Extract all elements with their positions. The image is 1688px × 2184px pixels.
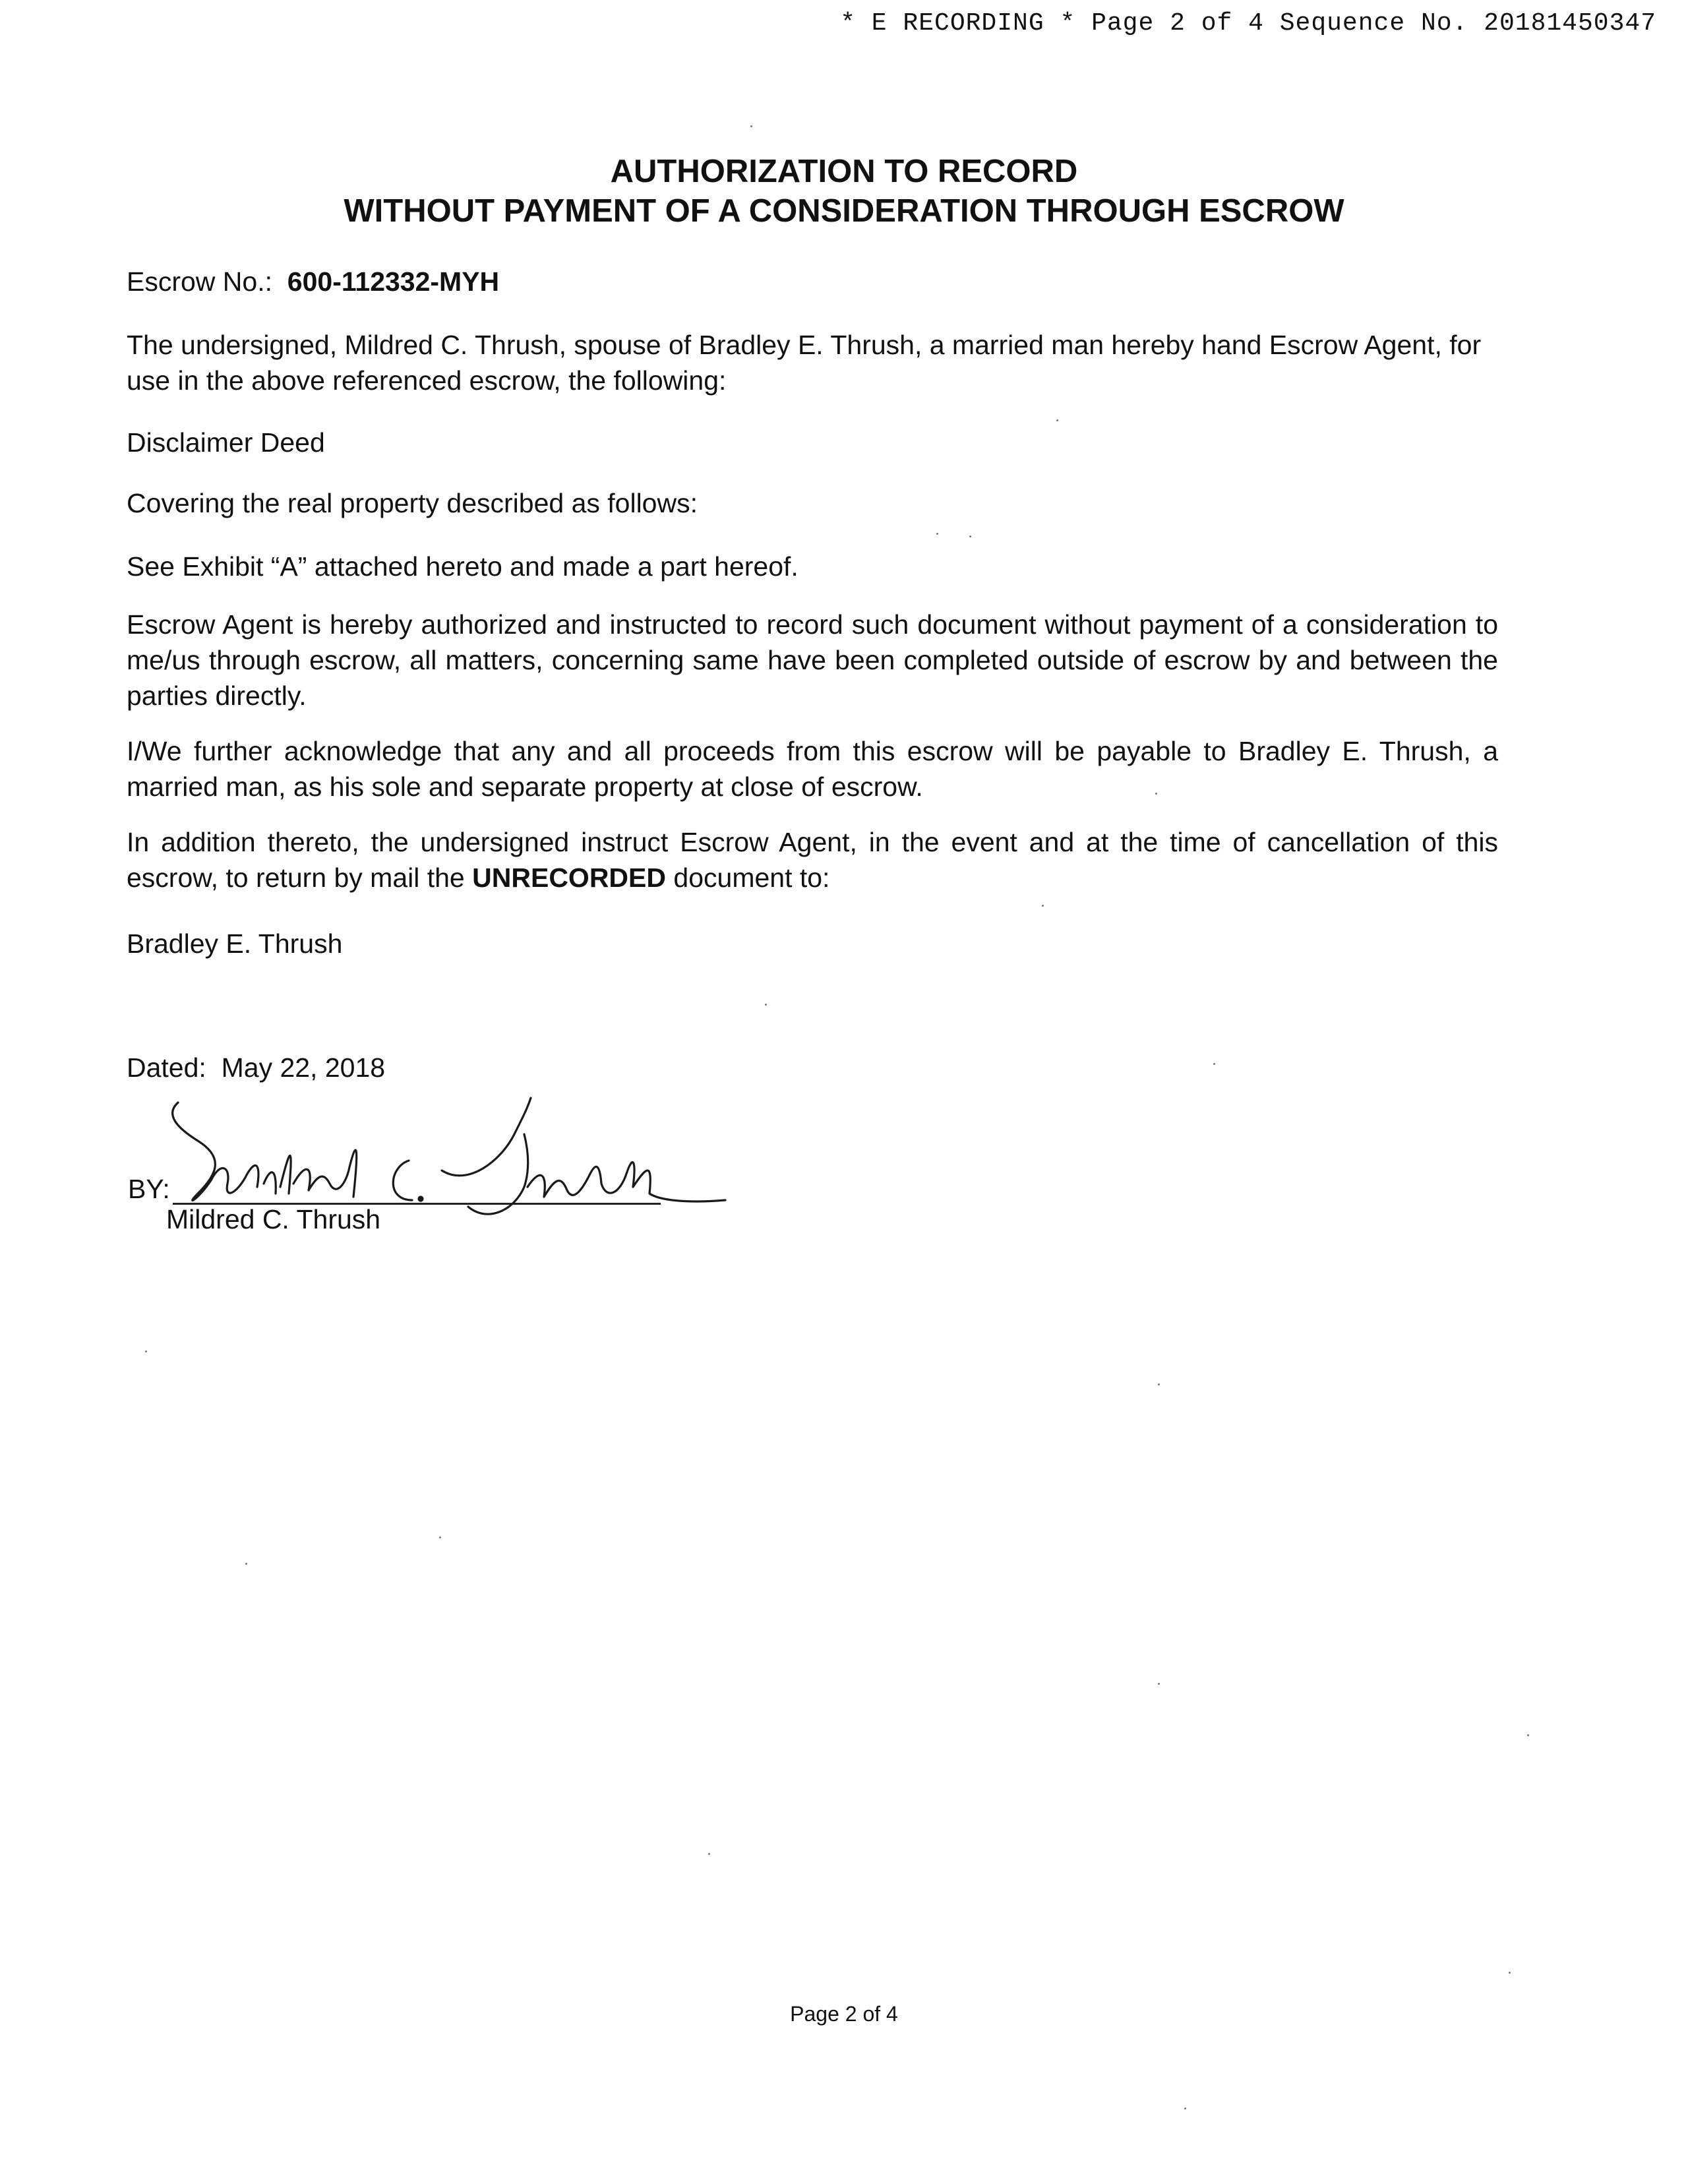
paragraph-acknowledge: I/We further acknowledge that any and all proceeds from this escrow will be payable to Bradley E. Thrush, a married man, as his sole and separate property at close of escrow. xyxy=(127,736,1498,802)
scan-speck xyxy=(708,1853,710,1855)
scan-speck xyxy=(1184,2108,1186,2109)
document-title-line1: AUTHORIZATION TO RECORD xyxy=(610,154,1078,189)
addition-text-before: In addition thereto, the undersigned instruct Escrow Agent, in the event and at the time of cancellation of this escrow, to return by mail the xyxy=(127,827,1498,893)
dated-label: Dated: xyxy=(127,1052,206,1083)
paragraph-undersigned: The undersigned, Mildred C. Thrush, spouse of Bradley E. Thrush, a married man hereby hand Escrow Agent, for use in the above referenced escrow, the following: xyxy=(127,330,1482,396)
scan-speck xyxy=(145,1350,147,1352)
scan-speck xyxy=(936,533,938,535)
scan-speck xyxy=(1509,1972,1511,1974)
escrow-label: Escrow No.: xyxy=(127,266,272,297)
paragraph-exhibit: See Exhibit “A” attached hereto and made a part hereof. xyxy=(127,551,799,582)
dated-value: May 22, 2018 xyxy=(221,1052,386,1083)
escrow-number-line xyxy=(127,264,1498,299)
paragraph-covering: Covering the real property described as follows: xyxy=(127,488,698,518)
scan-speck xyxy=(1158,1683,1160,1685)
scan-speck xyxy=(1042,905,1044,907)
handwritten-signature xyxy=(158,1068,831,1240)
scan-speck xyxy=(1213,1063,1215,1065)
recording-header: * E RECORDING * Page 2 of 4 Sequence No. 20181450347 xyxy=(840,9,1656,38)
paragraph-addition xyxy=(127,824,1498,895)
scan-speck xyxy=(750,125,752,127)
scan-speck xyxy=(1158,1383,1160,1385)
by-label: BY: xyxy=(128,1174,170,1204)
scan-speck xyxy=(1527,1734,1529,1736)
page-number-footer: Page 2 of 4 xyxy=(790,2002,898,2026)
scan-speck xyxy=(439,1536,441,1538)
scan-speck xyxy=(969,535,971,537)
signer-name: Mildred C. Thrush xyxy=(166,1204,381,1234)
scan-speck xyxy=(245,1563,247,1565)
escrow-number: 600-112332-MYH xyxy=(287,266,500,297)
document-name: Disclaimer Deed xyxy=(127,427,325,458)
scan-speck xyxy=(1056,419,1058,421)
unrecorded-emphasis: UNRECORDED xyxy=(472,863,666,893)
document-title-line2: WITHOUT PAYMENT OF A CONSIDERATION THROUGH ESCROW xyxy=(344,193,1344,229)
addition-text-after: document to: xyxy=(673,863,830,893)
return-recipient-name: Bradley E. Thrush xyxy=(127,928,343,959)
scan-speck xyxy=(765,1004,767,1006)
scan-speck xyxy=(1155,793,1157,795)
paragraph-authorized: Escrow Agent is hereby authorized and instructed to record such document without payment of a consideration to me/us through escrow, all matters, concerning same have been completed outside of escrow by and between the parties directly. xyxy=(127,609,1498,711)
